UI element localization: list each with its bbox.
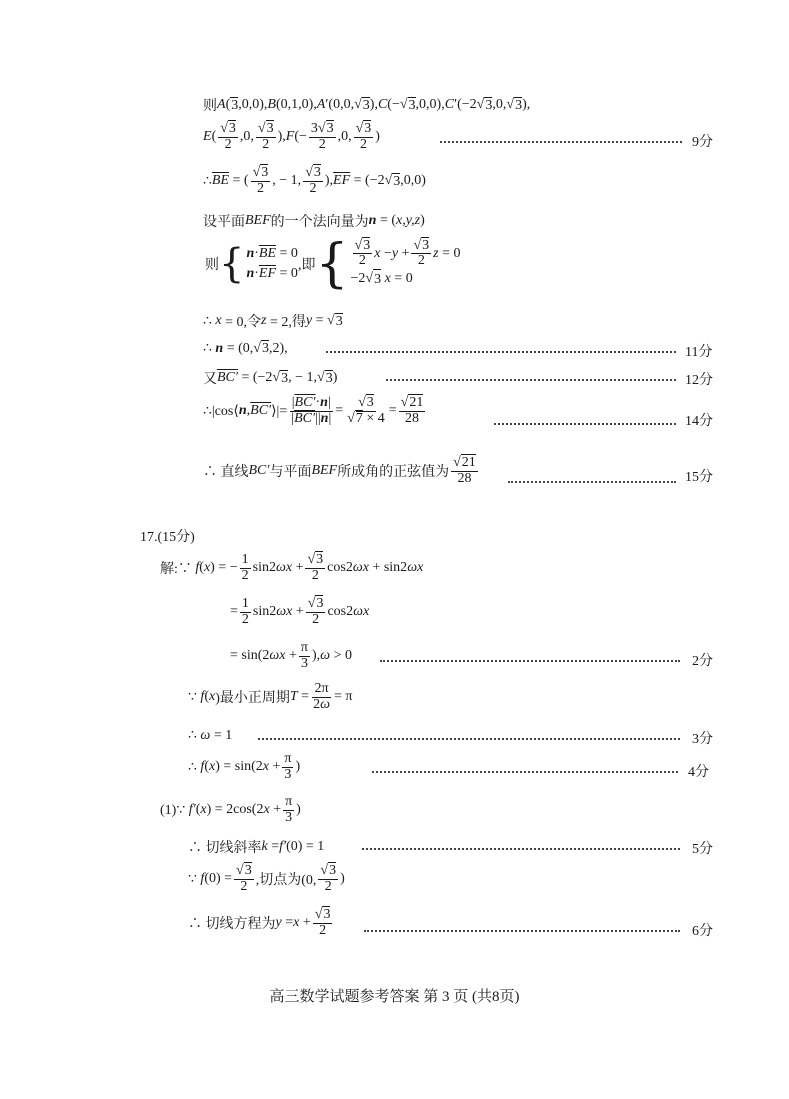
part-1-derivative: (1)∵ f′ ( x ) = 2cos(2 x + $\frac{\pi}{3}$ ) — [160, 794, 301, 825]
leader-dots — [326, 351, 676, 353]
solution-xyz: ∴ x = 0,令 z = 2,得 y = √ 3 — [203, 313, 343, 330]
vector-be-ef: ∴ $\overline{BE}$ = ( $\frac{√3}{2}$ , − 1, $\frac{√3}{2}$ ), $\overline{EF}$ = (−2√ 3 ,0,0) — [203, 165, 426, 196]
leader-dots — [258, 738, 680, 740]
leader-dots — [386, 379, 676, 381]
sine-result: ∴ 直线 BC′ 与平面 BEF 所成角的正弦值为 $\frac{√21}{28}$ — [203, 455, 476, 486]
step-4: ∵ f ( x )最小正周期 T = $\frac{2\pi}{2\omega}$ = π — [188, 681, 353, 712]
score-3: 3分 — [692, 732, 713, 747]
score-5: 5分 — [692, 842, 713, 857]
score-11: 11分 — [685, 345, 713, 360]
score-4: 4分 — [688, 765, 709, 780]
leader-dots — [380, 660, 680, 662]
coords-line-2: E ( $\frac{√3}{2}$ ,0, $\frac{√3}{2}$ ), F (− $\frac{3√3}{2}$ ,0, $\frac{√3}{2}$ ) — [203, 121, 380, 152]
leader-dots — [362, 848, 680, 850]
equation-system: 则 { n · $\overline{BE}$ = 0 n · $\overline{EF}$ = 0 ,即 { $\frac{√3}{2}$ x − y + $\frac{√3}{2}$ z = 0 −2√ 3 x = 0 — [205, 234, 461, 294]
step-1: 解:∵ f ( x ) = − $\frac{1}{2}$ sin2 ωx + $\frac{√3}{2}$ cos2 ωx + sin2 ωx — [160, 552, 424, 583]
page-footer: 高三数学试题参考答案 第 3 页 (共8页) — [269, 989, 520, 1005]
coords-line-1: 则 A ( 3 ,0,0), B (0,1,0) ,A ′(0,0, √ 3 ), C (−√ 3 ,0,0), C ′(−2√ 3 ,0,√ 3 ), — [203, 97, 531, 114]
step-2: = $\frac{1}{2}$ sin2 ωx + $\frac{√3}{2}$ cos2 ωx — [230, 596, 370, 627]
leader-dots — [440, 141, 682, 143]
step-6: ∴ f ( x ) = sin(2 x + $\frac{\pi}{3}$ ) — [188, 751, 301, 782]
leader-dots — [494, 423, 676, 425]
score-6: 6分 — [692, 924, 713, 939]
cosine-formula: ∴|cos⟨ n , BC′ ⟩|= $\frac{|BC'\cdot n|}{|BC'||n|}$ = $\frac{√3}{√7 \times 4}$ = $\frac{√21}{28}$ — [203, 395, 424, 426]
tangent-equation: ∴ 切线方程为 y = x + $\frac{√3}{2}$ — [188, 907, 331, 938]
score-9: 9分 — [692, 135, 713, 150]
leader-dots — [364, 930, 680, 932]
step-3: = sin(2 ωx + $\frac{\pi}{3}$ ), ω > 0 — [230, 640, 352, 671]
score-15: 15分 — [685, 470, 713, 485]
score-12: 12分 — [685, 373, 713, 388]
leader-dots — [508, 481, 676, 483]
normal-vector-setup: 设平面 BEF 的一个法向量为 n = ( x,y,z ) — [203, 213, 425, 230]
leader-dots — [372, 771, 678, 773]
vector-bc: 又 BC′ = (−2√ 3 , − 1,√ 3 ) — [203, 370, 338, 387]
step-5: ∴ ω = 1 — [188, 727, 233, 743]
question-17-header: 17.(15分) — [140, 530, 195, 545]
tangent-slope: ∴ 切线斜率 k = f′ (0) = 1 — [188, 839, 325, 856]
score-14: 14分 — [685, 414, 713, 429]
score-2: 2分 — [692, 654, 713, 669]
normal-vector: ∴ n = (0,√ 3 ,2), — [203, 340, 288, 356]
tangent-point: ∵ f (0) = $\frac{√3}{2}$ ,切点为(0, $\frac{√3}{2}$ ) — [188, 863, 345, 894]
